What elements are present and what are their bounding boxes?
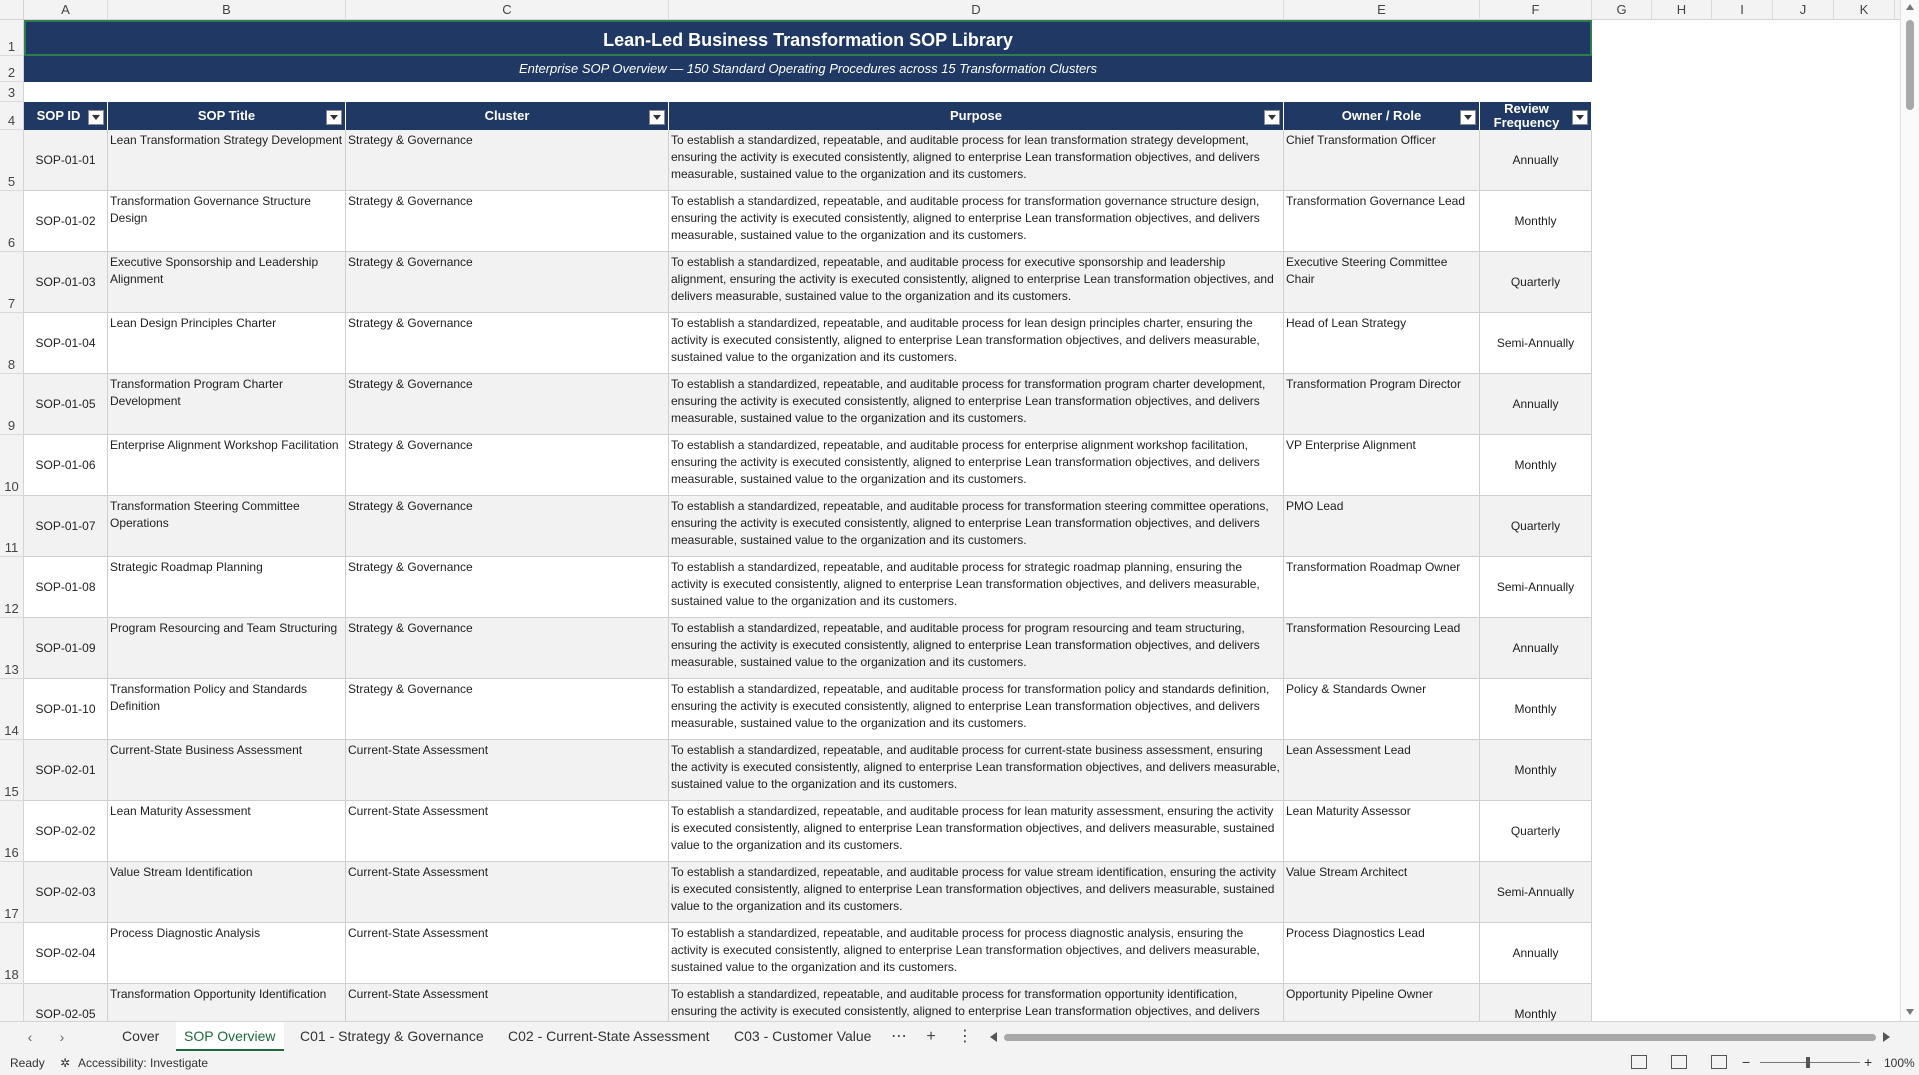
row-number[interactable]: 1 (0, 20, 24, 56)
header-review-frequency[interactable] (1480, 102, 1592, 130)
cell-cluster[interactable]: Strategy & Governance (346, 435, 669, 496)
cell-title[interactable]: Value Stream Identification (108, 862, 346, 923)
cell-title[interactable]: Lean Design Principles Charter (108, 313, 346, 374)
row-number[interactable]: 2 (0, 56, 24, 82)
cell-id[interactable]: SOP-01-05 (24, 374, 108, 435)
cell-review[interactable]: Monthly (1480, 435, 1592, 496)
header-review-label: Review Frequency (1493, 102, 1560, 130)
tab-c03-customer-value[interactable]: C03 - Customer Value (734, 1028, 872, 1044)
cell-review[interactable]: Annually (1480, 130, 1592, 191)
cell-review[interactable]: Semi-Annually (1480, 557, 1592, 618)
sheet-title[interactable]: Lean-Led Business Transformation SOP Library (24, 20, 1592, 56)
cell-id[interactable]: SOP-01-04 (24, 313, 108, 374)
cell-purpose[interactable]: To establish a standardized, repeatable, and auditable process for current-state business assessment, ensuring the activity is executed consistently, aligned to enterprise Lean transformation objectives, and delivers measurable, sustained value to the organization and its customers. (669, 740, 1284, 801)
cell-cluster[interactable]: Strategy & Governance (346, 191, 669, 252)
cell-review[interactable]: Annually (1480, 618, 1592, 679)
cell-purpose[interactable]: To establish a standardized, repeatable, and auditable process for transformation program charter development, ensuring the activity is executed consistently, aligned to enterprise Lean transformation objectives, and delivers measurable, sustained value to the organization and its customers. (669, 374, 1284, 435)
vertical-scroll-thumb[interactable] (1906, 20, 1914, 110)
cell-title[interactable]: Strategic Roadmap Planning (108, 557, 346, 618)
cell-title[interactable]: Current-State Business Assessment (108, 740, 346, 801)
cell-purpose[interactable]: To establish a standardized, repeatable, and auditable process for program resourcing and team structuring, ensuring the activity is executed consistently, aligned to enterprise Lean transformation objectives, and delivers measurable, sustained value to the organization and its customers. (669, 618, 1284, 679)
cell-title[interactable]: Process Diagnostic Analysis (108, 923, 346, 984)
filter-dropdown-icon[interactable] (649, 110, 665, 125)
cell-review[interactable]: Monthly (1480, 679, 1592, 740)
filter-dropdown-icon[interactable] (1264, 110, 1280, 125)
cell-title[interactable]: Transformation Governance Structure Design (108, 191, 346, 252)
cell-id[interactable]: SOP-01-08 (24, 557, 108, 618)
add-sheet-icon[interactable]: + (926, 1028, 936, 1045)
column-header-a[interactable]: A (24, 0, 108, 20)
cell-cluster[interactable]: Strategy & Governance (346, 313, 669, 374)
zoom-out-icon[interactable]: − (1742, 1054, 1751, 1070)
header-sop-id-label: SOP ID (36, 108, 81, 123)
cell-owner[interactable]: VP Enterprise Alignment (1284, 435, 1480, 496)
accessibility-status[interactable]: Accessibility: Investigate (78, 1056, 209, 1070)
cell-review[interactable]: Monthly (1480, 740, 1592, 801)
table-row[interactable] (24, 801, 1592, 862)
column-header-g[interactable]: G (1592, 0, 1652, 20)
scroll-up-icon[interactable] (1906, 4, 1914, 10)
cell-id[interactable]: SOP-01-03 (24, 252, 108, 313)
table-row[interactable] (24, 679, 1592, 740)
zoom-slider-thumb[interactable] (1806, 1057, 1810, 1068)
cell-cluster[interactable]: Current-State Assessment (346, 984, 669, 1021)
tab-options-icon[interactable]: ⋮ (957, 1028, 973, 1045)
scroll-right-icon[interactable] (1883, 1032, 1890, 1042)
previous-sheet-icon[interactable]: ‹ (27, 1029, 33, 1045)
header-sop-id[interactable] (24, 102, 108, 130)
cell-id[interactable]: SOP-01-02 (24, 191, 108, 252)
table-row[interactable] (24, 862, 1592, 923)
cell-id[interactable]: SOP-02-02 (24, 801, 108, 862)
status-ready: Ready (10, 1056, 45, 1070)
filter-dropdown-icon[interactable] (1572, 110, 1588, 125)
cell-purpose[interactable]: To establish a standardized, repeatable, and auditable process for transformation opportunity identification, ensuring the activity is executed consistently, aligned to enterprise Lean transformation objectives, and delivers (669, 984, 1284, 1021)
cell-title[interactable]: Transformation Opportunity Identification (108, 984, 346, 1021)
tab-c01-strategy-governance[interactable]: C01 - Strategy & Governance (300, 1028, 484, 1044)
cell-cluster[interactable]: Current-State Assessment (346, 740, 669, 801)
tab-cover[interactable]: Cover (122, 1028, 160, 1044)
cell-owner[interactable]: Executive Steering Committee Chair (1284, 252, 1480, 313)
column-header-e[interactable]: E (1284, 0, 1480, 20)
cell-purpose[interactable]: To establish a standardized, repeatable, and auditable process for enterprise alignment workshop facilitation, ensuring the activity is executed consistently, aligned to enterprise Lean transformation objectives, and delivers measurable, sustained value to the organization and its customers. (669, 435, 1284, 496)
filter-dropdown-icon[interactable] (1460, 110, 1476, 125)
row-number[interactable]: 3 (0, 82, 24, 102)
cell-cluster[interactable]: Strategy & Governance (346, 496, 669, 557)
cell-review[interactable]: Semi-Annually (1480, 313, 1592, 374)
column-header-j[interactable]: J (1773, 0, 1834, 20)
cell-id[interactable]: SOP-02-01 (24, 740, 108, 801)
row-number[interactable]: 17 (0, 862, 24, 923)
cell-purpose[interactable]: To establish a standardized, repeatable, and auditable process for lean transformation strategy development, ensuring the activity is executed consistently, aligned to enterprise Lean transformation objectives, and delivers measurable, sustained value to the organization and its customers. (669, 130, 1284, 191)
table-row[interactable] (24, 740, 1592, 801)
filter-dropdown-icon[interactable] (88, 110, 104, 125)
row-number[interactable]: 16 (0, 801, 24, 862)
tab-sop-overview[interactable]: SOP Overview (176, 1022, 284, 1052)
cell-purpose[interactable]: To establish a standardized, repeatable, and auditable process for transformation steering committee operations, ensuring the activity is executed consistently, aligned to enterprise Lean transformation objectives, and delivers measurable, sustained value to the organization and its customers. (669, 496, 1284, 557)
status-bar (0, 1051, 1919, 1075)
cell-title[interactable]: Program Resourcing and Team Structuring (108, 618, 346, 679)
row-number[interactable]: 18 (0, 923, 24, 984)
zoom-slider[interactable] (1760, 1062, 1860, 1063)
table-row[interactable] (24, 557, 1592, 618)
cell-owner[interactable]: Chief Transformation Officer (1284, 130, 1480, 191)
row-number[interactable]: 6 (0, 191, 24, 252)
cell-owner[interactable]: Opportunity Pipeline Owner (1284, 984, 1480, 1021)
horizontal-scrollbar[interactable] (990, 1031, 1890, 1043)
cell-owner[interactable]: Process Diagnostics Lead (1284, 923, 1480, 984)
horizontal-scroll-thumb[interactable] (1004, 1034, 1876, 1041)
column-header-k[interactable]: K (1834, 0, 1895, 20)
cell-review[interactable]: Quarterly (1480, 801, 1592, 862)
table-row[interactable] (24, 618, 1592, 679)
header-cluster-label: Cluster (484, 108, 530, 123)
row-number[interactable]: 7 (0, 252, 24, 313)
cell-owner[interactable]: Value Stream Architect (1284, 862, 1480, 923)
cell-id[interactable]: SOP-01-10 (24, 679, 108, 740)
normal-view-icon[interactable] (1631, 1055, 1647, 1069)
table-row[interactable] (24, 130, 1592, 191)
accessibility-icon[interactable]: ✲ (60, 1056, 71, 1070)
cell-cluster[interactable]: Strategy & Governance (346, 557, 669, 618)
column-header-i[interactable]: I (1712, 0, 1773, 20)
cell-title[interactable]: Lean Transformation Strategy Development (108, 130, 346, 191)
row-number[interactable]: 11 (0, 496, 24, 557)
row-number[interactable]: 10 (0, 435, 24, 496)
header-purpose-label: Purpose (949, 108, 1002, 123)
vertical-scrollbar[interactable] (1900, 0, 1919, 1021)
table-row[interactable] (24, 252, 1592, 313)
row-number[interactable]: 4 (0, 102, 24, 130)
cell-purpose[interactable]: To establish a standardized, repeatable, and auditable process for transformation governance structure design, ensuring the activity is executed consistently, aligned to enterprise Lean transformation objectives, and delivers measurable, sustained value to the organization and its customers. (669, 191, 1284, 252)
cell-title[interactable]: Transformation Policy and Standards Definition (108, 679, 346, 740)
tab-c02-current-state-assessment[interactable]: C02 - Current-State Assessment (508, 1028, 710, 1044)
header-sop-title[interactable] (108, 102, 346, 130)
column-header-c[interactable]: C (346, 0, 669, 20)
cell-id[interactable]: SOP-02-04 (24, 923, 108, 984)
cell-owner[interactable]: Transformation Roadmap Owner (1284, 557, 1480, 618)
cell-purpose[interactable]: To establish a standardized, repeatable, and auditable process for strategic roadmap planning, ensuring the activity is executed consistently, aligned to enterprise Lean transformation objectives, and delivers measurable, sustained value to the organization and its customers. (669, 557, 1284, 618)
cell-owner[interactable]: Policy & Standards Owner (1284, 679, 1480, 740)
next-sheet-icon[interactable]: › (59, 1029, 65, 1045)
cell-title[interactable]: Executive Sponsorship and Leadership Alignment (108, 252, 346, 313)
cell-purpose[interactable]: To establish a standardized, repeatable, and auditable process for value stream identification, ensuring the activity is executed consistently, aligned to enterprise Lean transformation objectives, and delivers measurable, sustained value to the organization and its customers. (669, 862, 1284, 923)
more-sheets-icon[interactable]: ⋯ (891, 1028, 907, 1045)
row-number[interactable]: 14 (0, 679, 24, 740)
table-row[interactable] (24, 923, 1592, 984)
column-header-d[interactable]: D (669, 0, 1284, 20)
header-owner[interactable] (1284, 102, 1480, 130)
cell-title[interactable]: Enterprise Alignment Workshop Facilitation (108, 435, 346, 496)
filter-dropdown-icon[interactable] (326, 110, 342, 125)
header-owner-label: Owner / Role (1341, 108, 1422, 123)
cell-review[interactable]: Annually (1480, 923, 1592, 984)
row-number[interactable] (0, 984, 24, 1021)
cell-cluster[interactable]: Strategy & Governance (346, 374, 669, 435)
cell-cluster[interactable]: Current-State Assessment (346, 923, 669, 984)
row-number[interactable]: 5 (0, 130, 24, 191)
cell-cluster[interactable]: Current-State Assessment (346, 862, 669, 923)
cell-owner[interactable]: PMO Lead (1284, 496, 1480, 557)
sheet-tab-bar (0, 1021, 1919, 1051)
column-header-h[interactable]: H (1652, 0, 1712, 20)
cell-id[interactable]: SOP-02-05 (24, 984, 108, 1021)
cell-review[interactable]: Semi-Annually (1480, 862, 1592, 923)
page-break-view-icon[interactable] (1711, 1055, 1727, 1069)
row-number[interactable]: 9 (0, 374, 24, 435)
table-row[interactable] (24, 374, 1592, 435)
cell-owner[interactable]: Lean Assessment Lead (1284, 740, 1480, 801)
cell-cluster[interactable]: Strategy & Governance (346, 252, 669, 313)
cell-cluster[interactable]: Strategy & Governance (346, 130, 669, 191)
scroll-down-icon[interactable] (1906, 1009, 1914, 1015)
table-row[interactable] (24, 191, 1592, 252)
cell-id[interactable]: SOP-02-03 (24, 862, 108, 923)
cell-title[interactable]: Transformation Steering Committee Operations (108, 496, 346, 557)
cell-purpose[interactable]: To establish a standardized, repeatable, and auditable process for process diagnostic analysis, ensuring the activity is executed consistently, aligned to enterprise Lean transformation objectives, and delivers measurable, sustained value to the organization and its customers. (669, 923, 1284, 984)
cell-id[interactable]: SOP-01-01 (24, 130, 108, 191)
cell-review[interactable]: Quarterly (1480, 496, 1592, 557)
cell-review[interactable]: Monthly (1480, 984, 1592, 1021)
cell-title[interactable]: Transformation Program Charter Development (108, 374, 346, 435)
row-number[interactable]: 13 (0, 618, 24, 679)
cell-cluster[interactable]: Strategy & Governance (346, 618, 669, 679)
zoom-level[interactable]: 100% (1884, 1056, 1915, 1070)
column-header-row (0, 0, 1900, 20)
cell-owner[interactable]: Head of Lean Strategy (1284, 313, 1480, 374)
cell-review[interactable]: Quarterly (1480, 252, 1592, 313)
cell-owner[interactable]: Transformation Governance Lead (1284, 191, 1480, 252)
table-row[interactable] (24, 435, 1592, 496)
sheet-subtitle[interactable]: Enterprise SOP Overview — 150 Standard Operating Procedures across 15 Transformation Clusters (24, 56, 1592, 82)
table-row[interactable] (24, 496, 1592, 557)
zoom-in-icon[interactable]: + (1864, 1054, 1873, 1070)
column-header-b[interactable]: B (108, 0, 346, 20)
cell-owner[interactable]: Transformation Resourcing Lead (1284, 618, 1480, 679)
scroll-left-icon[interactable] (990, 1032, 997, 1042)
cell-purpose[interactable]: To establish a standardized, repeatable, and auditable process for executive sponsorship and leadership alignment, ensuring the activity is executed consistently, aligned to enterprise Lean transformation objectives, and delivers measurable, sustained value to the organization and its customers. (669, 252, 1284, 313)
cell-purpose[interactable]: To establish a standardized, repeatable, and auditable process for lean design principles charter, ensuring the activity is executed consistently, aligned to enterprise Lean transformation objectives, and delivers measurable, sustained value to the organization and its customers. (669, 313, 1284, 374)
table-row[interactable] (24, 313, 1592, 374)
table-row[interactable] (24, 984, 1592, 1021)
row-number[interactable]: 8 (0, 313, 24, 374)
cell-id[interactable]: SOP-01-06 (24, 435, 108, 496)
cell-owner[interactable]: Transformation Program Director (1284, 374, 1480, 435)
cell-purpose[interactable]: To establish a standardized, repeatable, and auditable process for transformation policy and standards definition, ensuring the activity is executed consistently, aligned to enterprise Lean transformation objectives, and delivers measurable, sustained value to the organization and its customers. (669, 679, 1284, 740)
cell-cluster[interactable]: Strategy & Governance (346, 679, 669, 740)
cell-id[interactable]: SOP-01-07 (24, 496, 108, 557)
header-purpose[interactable] (669, 102, 1284, 130)
cell-cluster[interactable]: Current-State Assessment (346, 801, 669, 862)
header-cluster[interactable] (346, 102, 669, 130)
cell-review[interactable]: Monthly (1480, 191, 1592, 252)
row-number[interactable]: 12 (0, 557, 24, 618)
header-sop-title-label: SOP Title (197, 108, 256, 123)
cell-title[interactable]: Lean Maturity Assessment (108, 801, 346, 862)
cell-purpose[interactable]: To establish a standardized, repeatable, and auditable process for lean maturity assessment, ensuring the activity is executed consistently, aligned to enterprise Lean transformation objectives, and delivers measurable, sustained value to the organization and its customers. (669, 801, 1284, 862)
cell-review[interactable]: Annually (1480, 374, 1592, 435)
row-number[interactable]: 15 (0, 740, 24, 801)
page-layout-view-icon[interactable] (1671, 1055, 1687, 1069)
select-all-corner[interactable] (0, 0, 24, 20)
column-header-f[interactable]: F (1480, 0, 1592, 20)
cell-id[interactable]: SOP-01-09 (24, 618, 108, 679)
cell-owner[interactable]: Lean Maturity Assessor (1284, 801, 1480, 862)
